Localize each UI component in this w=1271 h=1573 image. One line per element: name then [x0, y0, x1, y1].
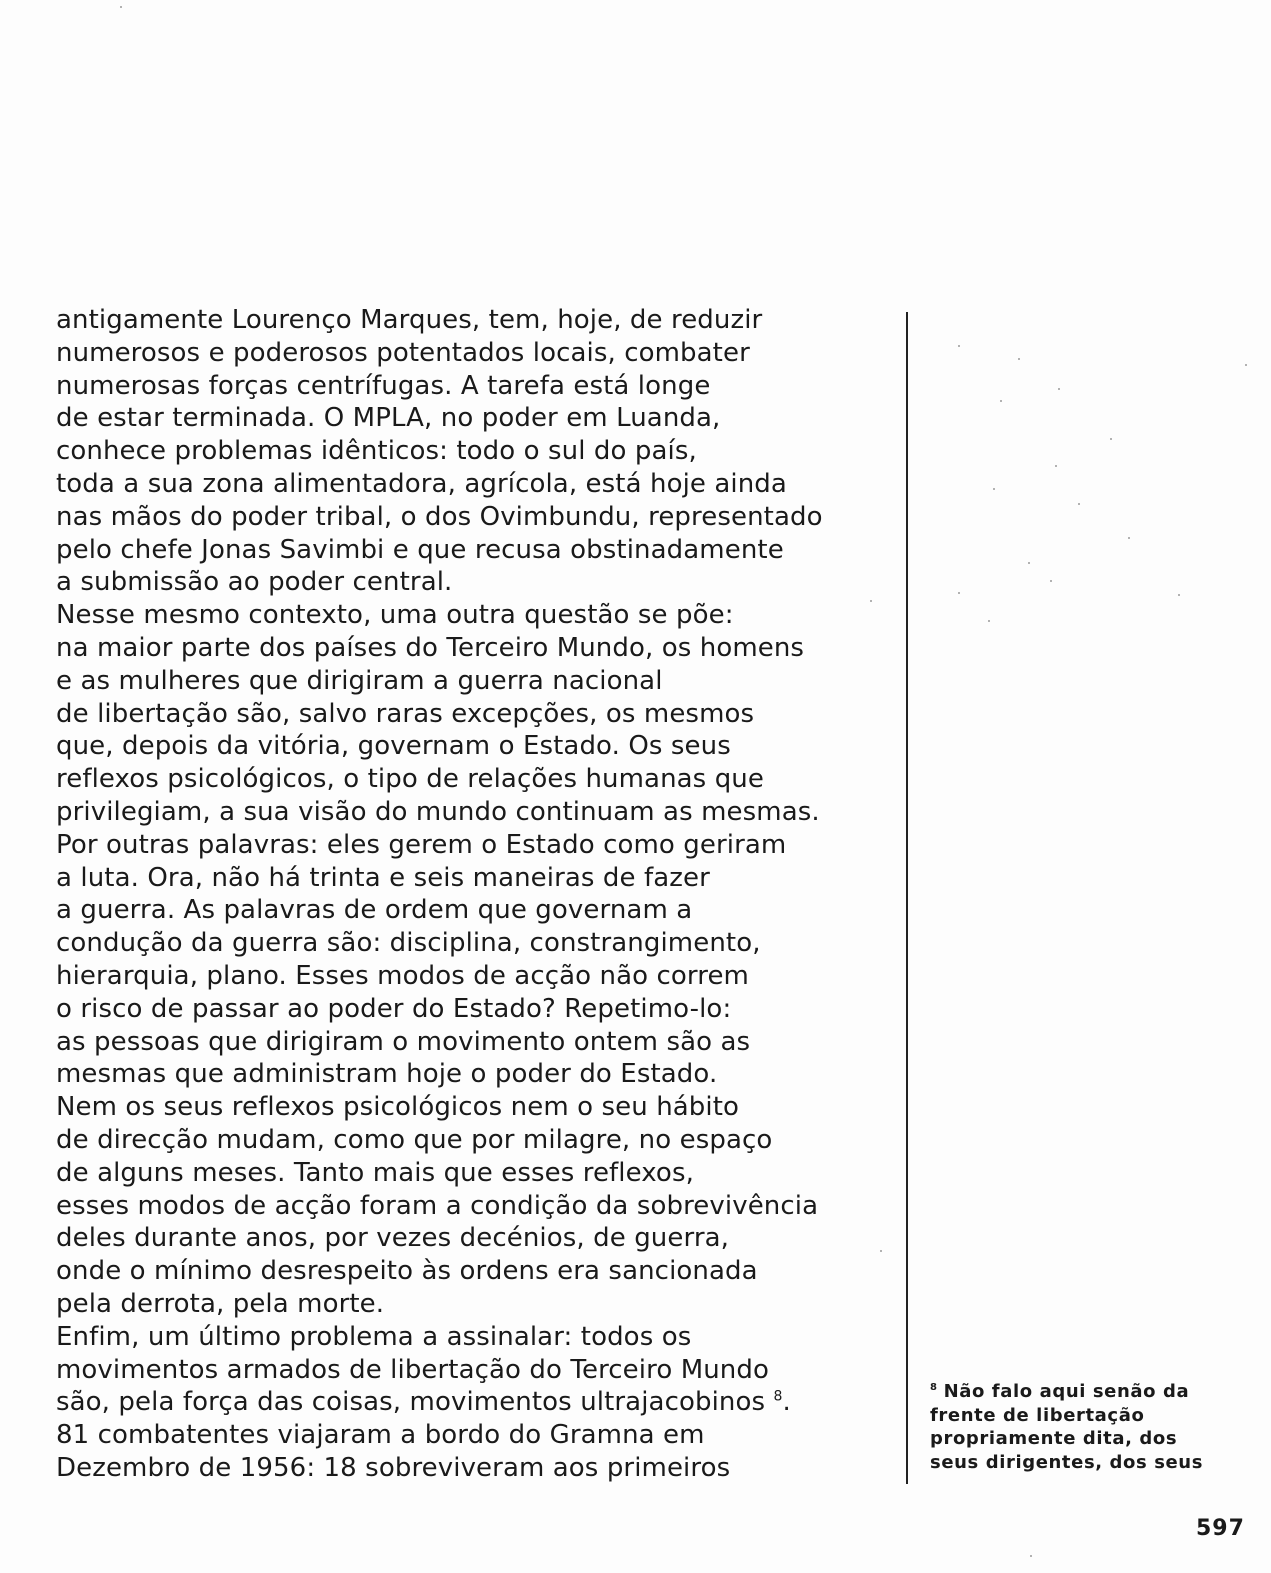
text-line: de direcção mudam, como que por milagre, no espaço [56, 1124, 773, 1155]
text-line: 81 combatentes viajaram a bordo do Gramna em [56, 1420, 705, 1451]
text-line: conhece problemas idênticos: todo o sul do país, [56, 436, 697, 467]
text-line: movimentos armados de libertação do Terceiro Mundo [56, 1354, 769, 1385]
scan-speck [1028, 562, 1030, 564]
text-line: na maior parte dos países do Terceiro Mundo, os homens [56, 632, 805, 663]
text-line: condução da guerra são: disciplina, constrangimento, [56, 928, 761, 959]
text-line: de estar terminada. O MPLA, no poder em Luanda, [56, 403, 721, 434]
scan-speck [120, 6, 122, 8]
text-line: toda a sua zona alimentadora, agrícola, está hoje ainda [56, 468, 787, 499]
text-line: deles durante anos, por vezes decénios, de guerra, [56, 1223, 730, 1254]
footnote-reference-period: . [782, 1387, 791, 1418]
scan-speck [993, 488, 995, 490]
scan-speck [1245, 364, 1247, 366]
scan-speck [880, 1250, 882, 1252]
main-text-column [56, 304, 906, 1485]
footnote-line [930, 1380, 1250, 1404]
text-line: de alguns meses. Tanto mais que esses reflexos, [56, 1157, 694, 1188]
text-line: numerosos e poderosos potentados locais, combater [56, 337, 750, 368]
text-line: privilegiam, a sua visão do mundo continuam as mesmas. [56, 796, 820, 827]
scan-speck [1055, 465, 1057, 467]
footnote [930, 1380, 1250, 1474]
text-line: nas mãos do poder tribal, o dos Ovimbundu, representado [56, 501, 823, 532]
text-line: hierarquia, plano. Esses modos de acção não correm [56, 960, 749, 991]
footnote-line: frente de libertação [930, 1404, 1145, 1426]
text-line: onde o mínimo desrespeito às ordens era sancionada [56, 1256, 758, 1287]
text-line: a luta. Ora, não há trinta e seis maneiras de fazer [56, 862, 710, 893]
text-line: mesmas que administram hoje o poder do Estado. [56, 1059, 718, 1090]
text-line: pela derrota, pela morte. [56, 1288, 385, 1319]
text-line: de libertação são, salvo raras excepções, os mesmos [56, 698, 755, 729]
scan-speck [1050, 580, 1052, 582]
text-line: Nesse mesmo contexto, uma outra questão se põe: [56, 600, 734, 631]
footnote-line: seus dirigentes, dos seus [930, 1451, 1204, 1473]
scan-speck [1000, 400, 1002, 402]
scan-speck [1110, 438, 1112, 440]
text-line-content: são, pela força das coisas, movimentos ultrajacobinos [56, 1387, 766, 1418]
text-line: o risco de passar ao poder do Estado? Repetimo-lo: [56, 993, 732, 1024]
text-line: Nem os seus reflexos psicológicos nem o seu hábito [56, 1092, 740, 1123]
text-line: e as mulheres que dirigiram a guerra nacional [56, 665, 663, 696]
scan-speck [1078, 503, 1080, 505]
footnote-text: Não falo aqui senão da [943, 1381, 1190, 1402]
text-line: Dezembro de 1956: 18 sobreviveram aos primeiros [56, 1452, 731, 1483]
text-line: pelo chefe Jonas Savimbi e que recusa obstinadamente [56, 534, 784, 565]
text-line: numerosas forças centrífugas. A tarefa está longe [56, 370, 711, 401]
column-divider [906, 312, 908, 1484]
text-line: a submissão ao poder central. [56, 567, 453, 598]
text-line: as pessoas que dirigiram o movimento ontem são as [56, 1026, 751, 1057]
text-line: antigamente Lourenço Marques, tem, hoje, de reduzir [56, 305, 763, 335]
text-line: Enfim, um último problema a assinalar: todos os [56, 1321, 692, 1352]
text-line: esses modos de acção foram a condição da sobrevivência [56, 1190, 819, 1221]
text-line: reflexos psicológicos, o tipo de relações humanas que [56, 764, 764, 795]
scan-speck [1030, 1555, 1032, 1557]
scan-speck [1018, 358, 1020, 360]
text-line: Por outras palavras: eles gerem o Estado como geriram [56, 829, 787, 860]
text-line: que, depois da vitória, governam o Estado. Os seus [56, 731, 731, 762]
page-number: 597 [1196, 1516, 1245, 1541]
text-line-with-footnote [56, 1386, 906, 1419]
scan-speck [958, 592, 960, 594]
scan-speck [958, 345, 960, 347]
scan-speck [1058, 388, 1060, 390]
scan-speck [988, 620, 990, 622]
scan-speck [870, 600, 872, 602]
text-line: a guerra. As palavras de ordem que governam a [56, 895, 693, 926]
scan-speck [1178, 594, 1180, 596]
footnote-reference[interactable]: 8 [773, 1388, 783, 1405]
scan-speck [1128, 537, 1130, 539]
footnote-line: propriamente dita, dos [930, 1428, 1178, 1449]
footnote-marker: 8 [930, 1382, 938, 1393]
